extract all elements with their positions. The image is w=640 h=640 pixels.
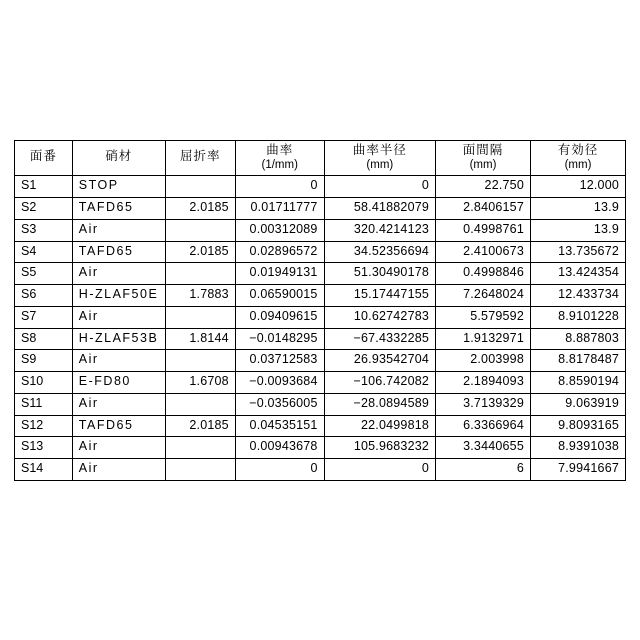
table-body [15, 176, 626, 481]
cell-spacing: 6 [436, 459, 531, 481]
cell-spacing: 2.8406157 [436, 198, 531, 220]
table-row [15, 393, 626, 415]
table-row [15, 306, 626, 328]
header-label-radius: 曲率半径 [352, 143, 407, 157]
cell-spacing: 1.9132971 [436, 328, 531, 350]
cell-spacing: 3.3440655 [436, 437, 531, 459]
cell-surface: S7 [15, 306, 73, 328]
cell-aperture: 13.735672 [530, 241, 625, 263]
cell-radius: −67.4332285 [324, 328, 435, 350]
cell-index: 2.0185 [165, 241, 235, 263]
cell-surface: S6 [15, 285, 73, 307]
cell-curvature: 0.02896572 [235, 241, 324, 263]
header-cell-glass [72, 141, 165, 176]
cell-curvature: 0 [235, 176, 324, 198]
cell-surface: S12 [15, 415, 73, 437]
cell-aperture: 8.8178487 [530, 350, 625, 372]
cell-glass: H-ZLAF50E [72, 285, 165, 307]
header-label-glass: 硝材 [105, 149, 133, 164]
header-cell-index [165, 141, 235, 176]
cell-glass: Air [72, 306, 165, 328]
cell-glass: STOP [72, 176, 165, 198]
cell-glass: Air [72, 459, 165, 481]
table-row [15, 176, 626, 198]
cell-surface: S8 [15, 328, 73, 350]
cell-radius: 22.0499818 [324, 415, 435, 437]
cell-spacing: 5.579592 [436, 306, 531, 328]
cell-aperture: 13.9 [530, 219, 625, 241]
header-label-aperture: 有効径 [557, 143, 599, 157]
header-unit-radius: (mm) [366, 158, 394, 171]
cell-index [165, 350, 235, 372]
cell-index: 2.0185 [165, 415, 235, 437]
cell-glass: Air [72, 350, 165, 372]
table-row [15, 198, 626, 220]
cell-radius: 10.62742783 [324, 306, 435, 328]
header-cell-curvature [235, 141, 324, 176]
cell-surface: S2 [15, 198, 73, 220]
header-label-index: 屈折率 [180, 149, 221, 164]
cell-radius: 320.4214123 [324, 219, 435, 241]
cell-curvature: 0.00943678 [235, 437, 324, 459]
cell-curvature: 0.04535151 [235, 415, 324, 437]
header-label-spacing: 面間隔 [462, 143, 504, 157]
cell-spacing: 0.4998846 [436, 263, 531, 285]
header-unit-aperture: (mm) [564, 158, 592, 171]
cell-index [165, 219, 235, 241]
table-row [15, 459, 626, 481]
table-row [15, 350, 626, 372]
table-header [15, 141, 626, 176]
cell-radius: −28.0894589 [324, 393, 435, 415]
cell-aperture: 13.9 [530, 198, 625, 220]
cell-radius: 51.30490178 [324, 263, 435, 285]
cell-index [165, 437, 235, 459]
cell-surface: S11 [15, 393, 73, 415]
cell-surface: S10 [15, 372, 73, 394]
cell-index [165, 176, 235, 198]
table-row [15, 241, 626, 263]
table-row [15, 219, 626, 241]
cell-curvature: 0.01711777 [235, 198, 324, 220]
header-cell-surface [15, 141, 73, 176]
cell-glass: TAFD65 [72, 241, 165, 263]
cell-aperture: 7.9941667 [530, 459, 625, 481]
cell-index [165, 393, 235, 415]
table-row [15, 263, 626, 285]
cell-aperture: 8.9391038 [530, 437, 625, 459]
cell-surface: S9 [15, 350, 73, 372]
cell-curvature: −0.0148295 [235, 328, 324, 350]
cell-index [165, 459, 235, 481]
cell-glass: TAFD65 [72, 198, 165, 220]
cell-index [165, 263, 235, 285]
table-row [15, 415, 626, 437]
lens-data-table-wrapper [14, 140, 626, 481]
cell-curvature: 0.09409615 [235, 306, 324, 328]
table-row [15, 285, 626, 307]
header-unit-spacing: (mm) [469, 158, 497, 171]
cell-glass: Air [72, 437, 165, 459]
cell-surface: S5 [15, 263, 73, 285]
header-label-surface: 面番 [29, 149, 57, 164]
cell-spacing: 2.003998 [436, 350, 531, 372]
header-cell-aperture [530, 141, 625, 176]
cell-radius: 0 [324, 176, 435, 198]
cell-index [165, 306, 235, 328]
cell-glass: H-ZLAF53B [72, 328, 165, 350]
lens-data-table [14, 140, 626, 481]
cell-surface: S13 [15, 437, 73, 459]
cell-radius: 58.41882079 [324, 198, 435, 220]
cell-aperture: 12.000 [530, 176, 625, 198]
header-unit-curvature: (1/mm) [261, 158, 298, 171]
cell-index: 2.0185 [165, 198, 235, 220]
cell-spacing: 22.750 [436, 176, 531, 198]
cell-spacing: 6.3366964 [436, 415, 531, 437]
cell-aperture: 9.063919 [530, 393, 625, 415]
cell-curvature: −0.0093684 [235, 372, 324, 394]
cell-radius: 105.9683232 [324, 437, 435, 459]
cell-spacing: 3.7139329 [436, 393, 531, 415]
cell-aperture: 9.8093165 [530, 415, 625, 437]
cell-glass: Air [72, 263, 165, 285]
table-row [15, 437, 626, 459]
cell-curvature: 0.00312089 [235, 219, 324, 241]
cell-spacing: 2.1894093 [436, 372, 531, 394]
cell-glass: TAFD65 [72, 415, 165, 437]
cell-curvature: 0.06590015 [235, 285, 324, 307]
cell-surface: S3 [15, 219, 73, 241]
cell-surface: S14 [15, 459, 73, 481]
cell-glass: Air [72, 393, 165, 415]
cell-surface: S1 [15, 176, 73, 198]
header-row [15, 141, 626, 176]
cell-aperture: 13.424354 [530, 263, 625, 285]
cell-radius: 34.52356694 [324, 241, 435, 263]
table-row [15, 372, 626, 394]
cell-radius: 0 [324, 459, 435, 481]
header-cell-spacing [436, 141, 531, 176]
header-cell-radius [324, 141, 435, 176]
cell-radius: 15.17447155 [324, 285, 435, 307]
cell-index: 1.6708 [165, 372, 235, 394]
cell-radius: 26.93542704 [324, 350, 435, 372]
table-row [15, 328, 626, 350]
cell-aperture: 8.8590194 [530, 372, 625, 394]
cell-surface: S4 [15, 241, 73, 263]
cell-aperture: 8.9101228 [530, 306, 625, 328]
cell-curvature: 0 [235, 459, 324, 481]
cell-glass: E-FD80 [72, 372, 165, 394]
cell-spacing: 7.2648024 [436, 285, 531, 307]
cell-curvature: 0.01949131 [235, 263, 324, 285]
cell-spacing: 0.4998761 [436, 219, 531, 241]
cell-aperture: 12.433734 [530, 285, 625, 307]
cell-index: 1.7883 [165, 285, 235, 307]
cell-radius: −106.742082 [324, 372, 435, 394]
cell-aperture: 8.887803 [530, 328, 625, 350]
cell-curvature: 0.03712583 [235, 350, 324, 372]
cell-index: 1.8144 [165, 328, 235, 350]
cell-glass: Air [72, 219, 165, 241]
header-label-curvature: 曲率 [266, 143, 294, 157]
cell-curvature: −0.0356005 [235, 393, 324, 415]
cell-spacing: 2.4100673 [436, 241, 531, 263]
